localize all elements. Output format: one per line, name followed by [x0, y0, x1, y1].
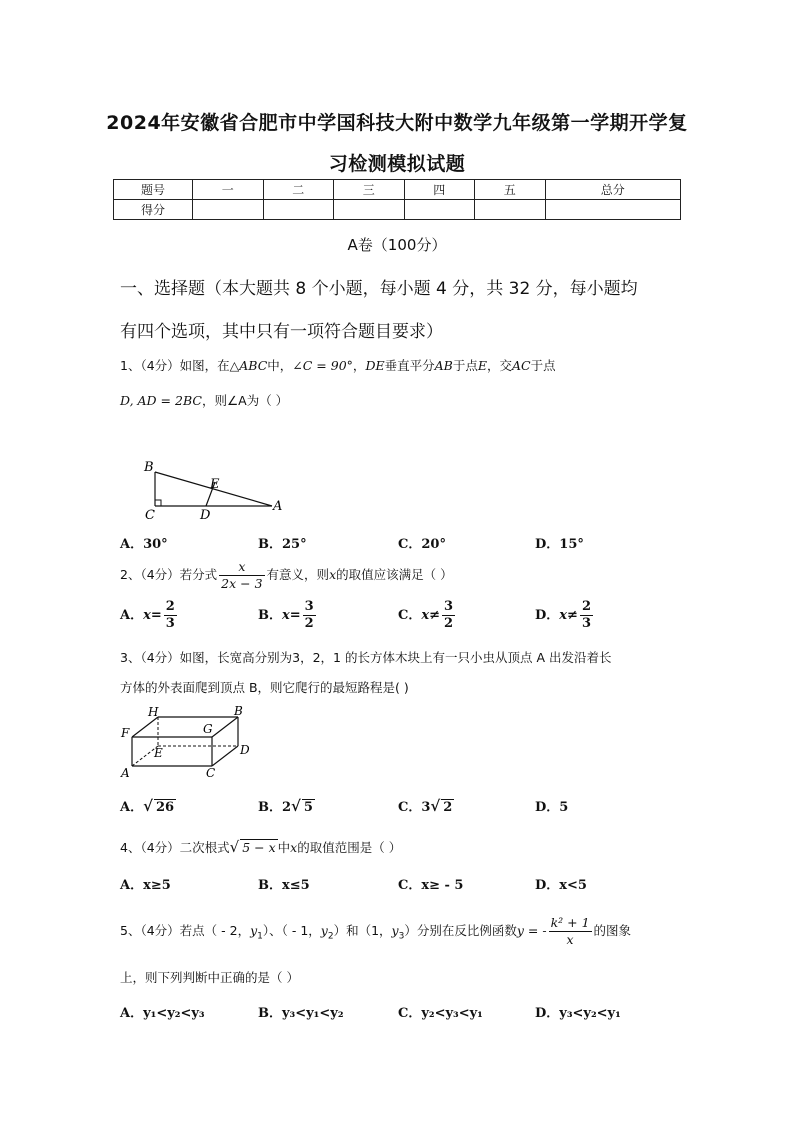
q4-math: x	[290, 840, 298, 855]
part1-heading-line1: 一、选择题（本大题共 8 个小题，每小题 4 分，共 32 分，每小题均	[120, 279, 638, 299]
q4-option-a[interactable]: A．x≥5	[120, 878, 171, 893]
q2-option-a[interactable]	[120, 599, 179, 632]
q2-option-d[interactable]	[535, 599, 595, 632]
q2-option-op: ≠	[429, 608, 441, 623]
score-header-cell: 五	[475, 180, 546, 200]
q4-text: 的取值范围是（ ）	[297, 840, 402, 855]
radical-sign-icon: √	[143, 797, 153, 815]
q5-stem-line2: 上，则下列判断中正确的是（ ）	[120, 970, 299, 985]
q2-option-var: x	[559, 608, 568, 623]
q1-math: AC	[511, 358, 531, 373]
q2-option-label: A．	[120, 608, 144, 623]
q3-option-coef: 2	[282, 800, 292, 815]
q2-text: 有意义，则	[266, 567, 330, 582]
q5-math: y	[320, 923, 328, 938]
q2-fraction	[219, 559, 264, 592]
q5-option-d[interactable]: D．y₃<y₂<y₁	[535, 1006, 621, 1021]
page-title-line2: 习检测模拟试题	[328, 153, 466, 175]
q2-option-op: ≠	[567, 608, 578, 623]
q3-option-coef: 3	[421, 800, 431, 815]
q1-text: 垂直平分	[384, 358, 435, 373]
score-header-cell: 题号	[114, 180, 193, 200]
q1-math: AB	[434, 358, 453, 373]
score-table-score-row	[114, 200, 681, 220]
q5-math: y	[391, 923, 399, 938]
score-input-cell[interactable]	[404, 200, 475, 220]
q1-math: DE	[365, 358, 385, 373]
q2-text: 的取值应该满足（ ）	[336, 567, 453, 582]
q4-radicand: 5 − x	[242, 840, 276, 855]
q2-option-num: 2	[165, 599, 175, 614]
q4-option-b[interactable]: B．x≤5	[258, 878, 310, 893]
q3-label-f: F	[121, 726, 130, 740]
q4-text: 中	[277, 840, 291, 855]
q1-stem-line2	[120, 391, 288, 409]
q3-option-b[interactable]	[258, 796, 315, 815]
q1-label-b: B	[144, 460, 154, 475]
q5-text: ）分别在反比例函数	[404, 923, 517, 938]
q1-option-d[interactable]: D．15°	[535, 537, 584, 552]
q2-option-label: D．	[535, 608, 560, 623]
q5-text: ）、（ - 1，	[262, 923, 321, 938]
q3-cuboid-figure	[118, 704, 258, 780]
q1-math: ∠C = 90°	[292, 358, 353, 373]
q2-option-fraction	[580, 599, 593, 632]
q2-fraction-numerator: x	[219, 559, 264, 576]
q5-option-b[interactable]: B．y₃<y₁<y₂	[258, 1006, 344, 1021]
q3-label-e: E	[154, 746, 163, 760]
q3-option-label: A．	[120, 800, 144, 815]
score-header-cell: 二	[263, 180, 334, 200]
q2-option-num: 3	[304, 599, 314, 614]
radical-sign-icon: √	[229, 838, 240, 856]
q2-fraction-denominator: 2x − 3	[221, 576, 263, 591]
q2-option-op: =	[289, 608, 301, 623]
q1-text: ，则∠A为（ ）	[201, 393, 289, 408]
q1-math: △ABC	[229, 358, 268, 373]
q3-option-label: D．	[535, 800, 560, 815]
page-title-line1: 2024年安徽省合肥市中学国科技大附中数学九年级第一学期开学复	[106, 112, 688, 134]
q3-label-b: B	[234, 704, 243, 718]
q1-math: D, AD = 2BC	[120, 393, 202, 408]
q1-text: 中，	[267, 358, 293, 373]
score-input-cell[interactable]	[545, 200, 681, 220]
q5-function: y = -	[516, 923, 547, 938]
score-table-header-row	[114, 180, 681, 200]
q2-math: x	[329, 567, 337, 582]
q2-option-label: C．	[398, 608, 422, 623]
score-header-cell: 四	[404, 180, 475, 200]
q1-text: ，交	[486, 358, 512, 373]
q1-option-a[interactable]: A．30°	[120, 537, 168, 552]
q2-option-c[interactable]	[398, 599, 457, 632]
q2-option-den: 2	[444, 616, 454, 631]
q3-option-radicand: 2	[443, 800, 453, 815]
q2-option-den: 3	[581, 616, 591, 631]
q2-option-var: x	[421, 608, 430, 623]
q5-text: 的图象	[593, 923, 632, 938]
q4-option-c[interactable]: C．x≥ - 5	[398, 878, 464, 893]
q1-triangle-figure	[140, 458, 290, 522]
q1-label-e: E	[210, 477, 220, 492]
q4-stem	[120, 838, 401, 856]
q1-math: E	[477, 358, 487, 373]
q3-stem-line1: 3、（4分）如图，长宽高分别为3，2，1 的长方体木块上有一只小虫从顶点 A 出发沿着长	[120, 650, 612, 665]
radical-sign-icon: √	[291, 797, 301, 815]
radical-sign-icon: √	[430, 797, 441, 815]
q3-option-a[interactable]	[120, 796, 176, 815]
q2-option-num: 2	[581, 599, 591, 614]
q4-option-d[interactable]: D．x<5	[535, 878, 587, 893]
q2-option-den: 3	[165, 616, 175, 631]
score-input-cell[interactable]	[334, 200, 405, 220]
q5-fraction-denominator: x	[566, 932, 574, 947]
q5-math: y	[250, 923, 258, 938]
q2-option-label: B．	[258, 608, 282, 623]
q2-option-den: 2	[304, 616, 314, 631]
q1-label-c: C	[145, 508, 155, 522]
q3-label-a: A	[121, 766, 130, 780]
q5-stem-line1: 5、（4分）若点（ - 2，$y_1$）、（ - 1，$y_2$）和（1，$y_3$）分别在反比例函数y = - $\frac{\text{k² + 1}}{x}$ 的图象	[120, 915, 632, 947]
section-a-heading: A卷（100分）	[347, 236, 447, 254]
q1-text: 于点	[452, 358, 478, 373]
q1-label-d: D	[200, 508, 211, 522]
q2-text: 2、（4分）若分式	[120, 567, 218, 582]
score-table	[113, 179, 681, 220]
score-input-cell[interactable]	[193, 200, 264, 220]
q2-option-var: x	[282, 608, 290, 623]
q3-option-coef: 5	[559, 800, 569, 815]
q1-text: 1、（4分）如图，在	[120, 358, 230, 373]
q3-option-d[interactable]	[535, 796, 568, 815]
q5-option-a[interactable]: A．y₁<y₂<y₃	[120, 1006, 205, 1021]
q3-option-label: C．	[398, 800, 422, 815]
q3-option-c[interactable]	[398, 796, 454, 815]
q2-option-op: =	[150, 608, 162, 623]
q3-stem-line2: 方体的外表面爬到顶点 B，则它爬行的最短路程是( )	[120, 680, 409, 695]
q1-text: ，	[352, 358, 366, 373]
q2-option-var: x	[143, 608, 151, 623]
score-input-cell[interactable]	[475, 200, 546, 220]
q2-option-fraction	[442, 599, 455, 632]
score-row-label: 得分	[114, 200, 193, 220]
q5-text: 5、（4分）若点（ - 2，	[120, 923, 251, 938]
q5-text: ）和（1，	[333, 923, 392, 938]
q2-option-num: 3	[444, 599, 454, 614]
q3-option-radicand: 5	[303, 800, 313, 815]
q3-option-label: B．	[258, 800, 282, 815]
q1-label-a: A	[273, 499, 283, 514]
q5-option-c[interactable]: C．y₂<y₃<y₁	[398, 1006, 483, 1021]
part1-heading-line2: 有四个选项，其中只有一项符合题目要求）	[120, 322, 443, 342]
q5-fraction-numerator: k² + 1	[550, 915, 590, 930]
q1-option-b[interactable]: B．25°	[258, 537, 307, 552]
q2-option-fraction	[303, 599, 316, 632]
score-header-cell: 总分	[545, 180, 681, 200]
score-header-cell: 三	[334, 180, 405, 200]
q1-option-c[interactable]: C．20°	[398, 537, 446, 552]
q1-text: 于点	[530, 358, 556, 373]
q2-option-fraction	[164, 599, 177, 632]
q2-option-b[interactable]	[258, 599, 318, 632]
score-header-cell: 一	[193, 180, 264, 200]
q3-option-radicand: 26	[155, 800, 175, 815]
q2-stem	[120, 559, 453, 592]
q3-label-h: H	[148, 705, 159, 719]
q3-label-c: C	[206, 766, 216, 780]
score-input-cell[interactable]	[263, 200, 334, 220]
q4-text: 4、（4分）二次根式	[120, 840, 230, 855]
q3-label-d: D	[240, 743, 250, 757]
q3-label-g: G	[203, 722, 213, 736]
q1-stem-line1	[120, 356, 556, 374]
q5-fraction	[549, 915, 592, 948]
